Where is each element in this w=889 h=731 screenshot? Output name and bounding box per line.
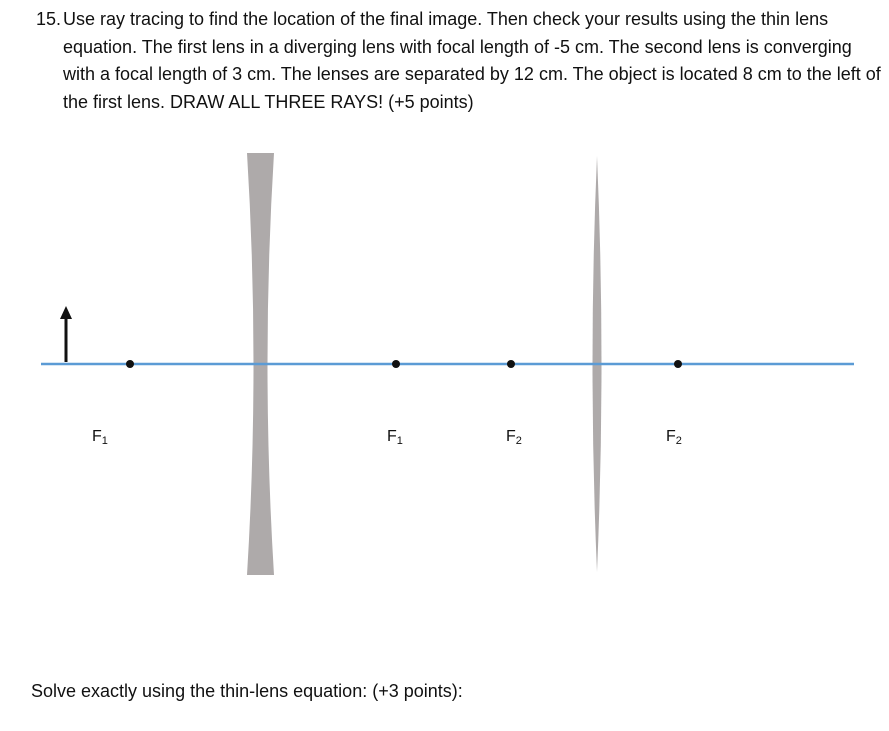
question-number: 15. — [36, 9, 62, 29]
object-arrow — [60, 306, 72, 362]
focal-label: F2 — [506, 428, 522, 447]
focal-label: F1 — [92, 428, 108, 447]
focal-point-dot — [126, 360, 134, 368]
focal-point-dot — [507, 360, 515, 368]
focal-point-dot — [674, 360, 682, 368]
focal-point-dot — [392, 360, 400, 368]
focal-label: F2 — [666, 428, 682, 447]
solve-prompt: Solve exactly using the thin-lens equation: (+3 points): — [31, 681, 463, 701]
question-text: Use ray tracing to find the location of the final image. Then check your results using the thin lens equation. The first lens in a diverging lens with focal length of -5 cm. The second lens is converging with a focal length of 3 cm. The lenses are separated by 12 cm. The object is located 8 cm to the left of the first lens. DRAW ALL THREE RAYS! (+5 points) — [63, 9, 881, 112]
focal-label: F1 — [387, 428, 403, 447]
